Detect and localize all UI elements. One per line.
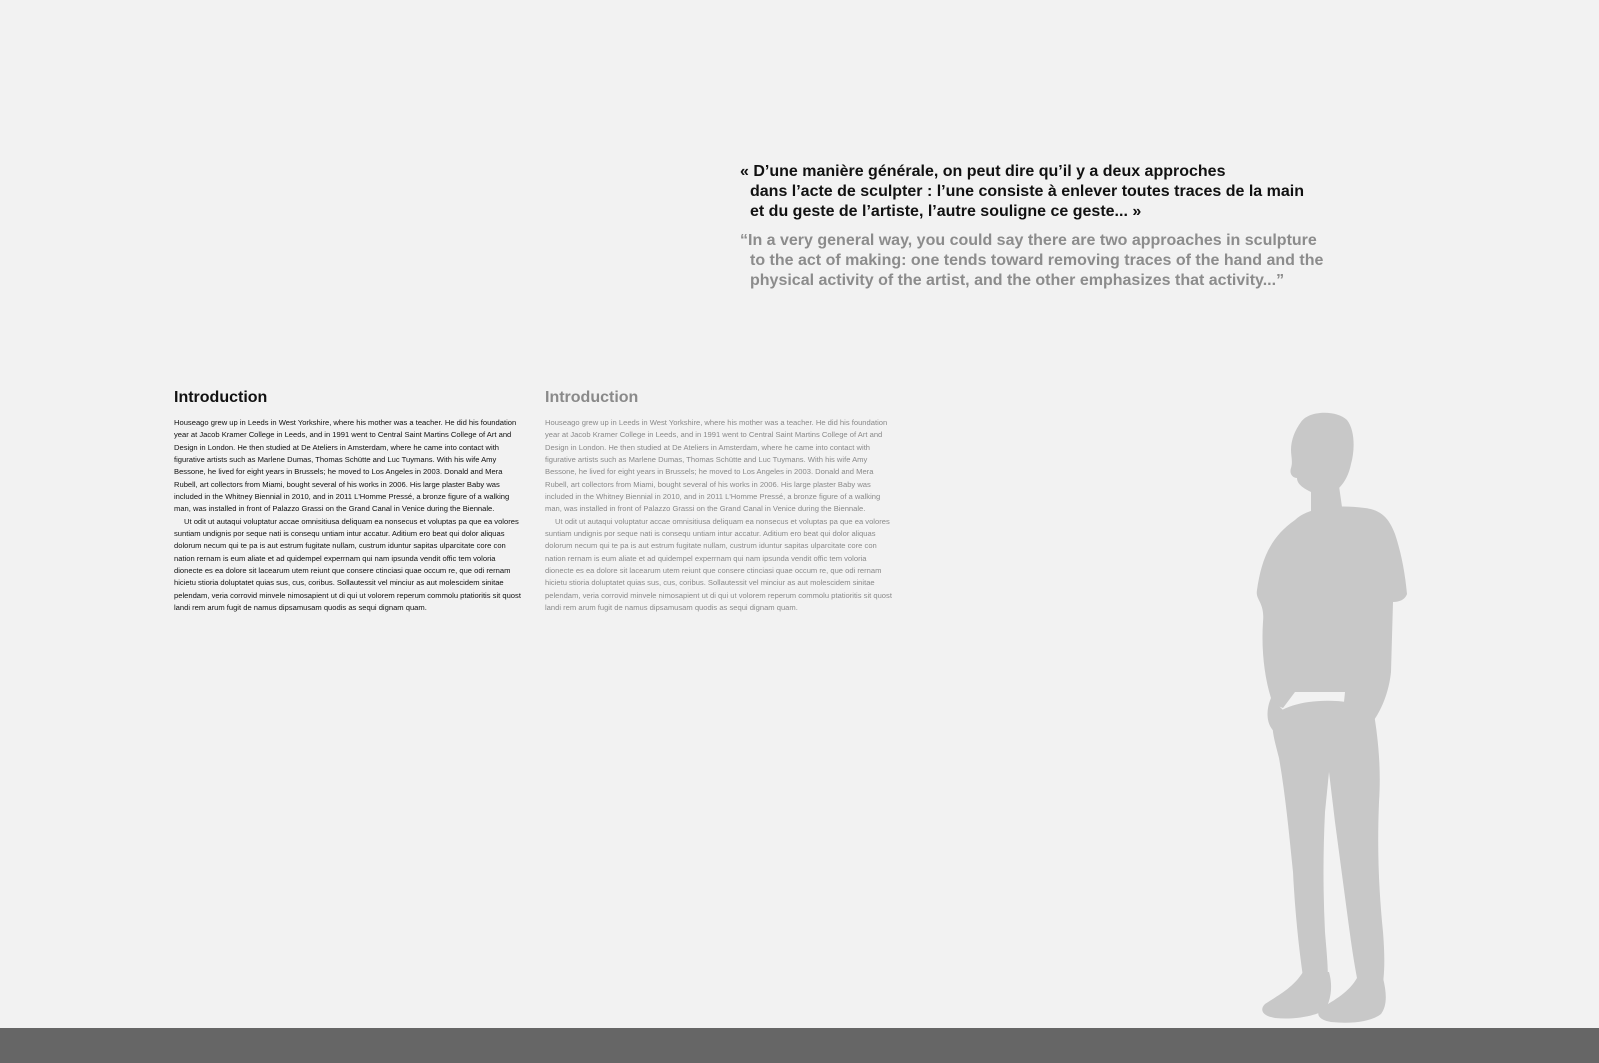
quote-french-line: dans l’acte de sculpter : l’une consiste à enlever toutes traces de la main <box>750 183 1304 200</box>
intro-paragraph: Ut odit ut autaqui voluptatur accae omnisitiusa deliquam ea nonsecus et voluptas pa que ea volores suntiam undignis por seque nati is consequ untiam intur accatur. Aditium ero beat qui dolor aliquas dolorum necum qui te pa is aut estrum fugitate nullam, custrum iduntur sapitas ulparcitate core con nation rernam is eum aliate et ad quidempel experrnam qui nam ipsunda vendit offic tem voloria dionecte es ea dolore sit lacearum utem reiunt que consere ctinciasi quae occum re, que odi rernam hicietu stioria doluptatet quias sus, cus, coribus. Sollautessit vel minciur as aut molescidem sinitae pelendam, veria corrovid minvele nimosapient ut di qui ut volorem reperum commolu ptatioritis sit quost landi rem arum fugit de namus dipsamusam quodis as sequi dignam quam. <box>545 516 892 613</box>
intro-column-secondary <box>545 388 895 615</box>
quote-english-line: to the act of making: one tends toward removing traces of the hand and the <box>750 252 1324 269</box>
intro-paragraph: Ut odit ut autaqui voluptatur accae omnisitiusa deliquam ea nonsecus et voluptas pa que ea volores suntiam undignis por seque nati is consequ untiam intur accatur. Aditium ero beat qui dolor aliquas dolorum necum qui te pa is aut estrum fugitate nullam, custrum iduntur sapitas ulparcitate core con nation rernam is eum aliate et ad quidempel experrnam qui nam ipsunda vendit offic tem voloria dionecte es ea dolore sit lacearum utem reiunt que consere ctinciasi quae occum re, que odi rernam hicietu stioria doluptatet quias sus, cus, coribus. Sollautessit vel minciur as aut molescidem sinitae pelendam, veria corrovid minvele nimosapient ut di qui ut volorem reperum commolu ptatioritis sit quost landi rem arum fugit de namus dipsamusam quodis as sequi dignam quam. <box>174 516 521 613</box>
intro-paragraph: Houseago grew up in Leeds in West Yorkshire, where his mother was a teacher. He did his foundation year at Jacob Kramer College in Leeds, and in 1991 went to Central Saint Martins College of Art and Design in London. He then studied at De Ateliers in Amsterdam, where he came into contact with figurative artists such as Marlene Dumas, Thomas Schütte and Luc Tuymans. With his wife Amy Bessone, he lived for eight years in Brussels; he moved to Los Angeles in 2003. Donald and Mera Rubell, art collectors from Miami, bought several of his works in 2006. His large plaster Baby was included in the Whitney Biennial in 2010, and in 2011 L'Homme Pressé, a bronze figure of a walking man, was installed in front of Palazzo Grassi on the Grand Canal in Venice during the Biennale. <box>545 418 888 514</box>
intro-heading: Introduction <box>174 389 268 406</box>
quote-english <box>740 231 1324 291</box>
quote-english-line: physical activity of the artist, and the other emphasizes that activity...” <box>750 272 1285 289</box>
floor <box>0 1028 1599 1063</box>
intro-heading: Introduction <box>545 389 639 406</box>
intro-column-primary <box>174 388 524 615</box>
person-silhouette-icon <box>1255 412 1435 1042</box>
intro-body <box>545 417 895 615</box>
quote-french <box>740 162 1320 222</box>
intro-paragraph: Houseago grew up in Leeds in West Yorkshire, where his mother was a teacher. He did his foundation year at Jacob Kramer College in Leeds, and in 1991 went to Central Saint Martins College of Art and Design in London. He then studied at De Ateliers in Amsterdam, where he came into contact with figurative artists such as Marlene Dumas, Thomas Schütte and Luc Tuymans. With his wife Amy Bessone, he lived for eight years in Brussels; he moved to Los Angeles in 2003. Donald and Mera Rubell, art collectors from Miami, bought several of his works in 2006. His large plaster Baby was included in the Whitney Biennial in 2010, and in 2011 L'Homme Pressé, a bronze figure of a walking man, was installed in front of Palazzo Grassi on the Grand Canal in Venice during the Biennale. <box>174 418 517 514</box>
quote-english-line: “In a very general way, you could say there are two approaches in sculpture <box>740 232 1317 249</box>
quote-french-line: « D’une manière générale, on peut dire qu’il y a deux approches <box>740 163 1226 180</box>
intro-body <box>174 417 524 615</box>
quote-french-line: et du geste de l’artiste, l’autre souligne ce geste... » <box>750 203 1142 220</box>
